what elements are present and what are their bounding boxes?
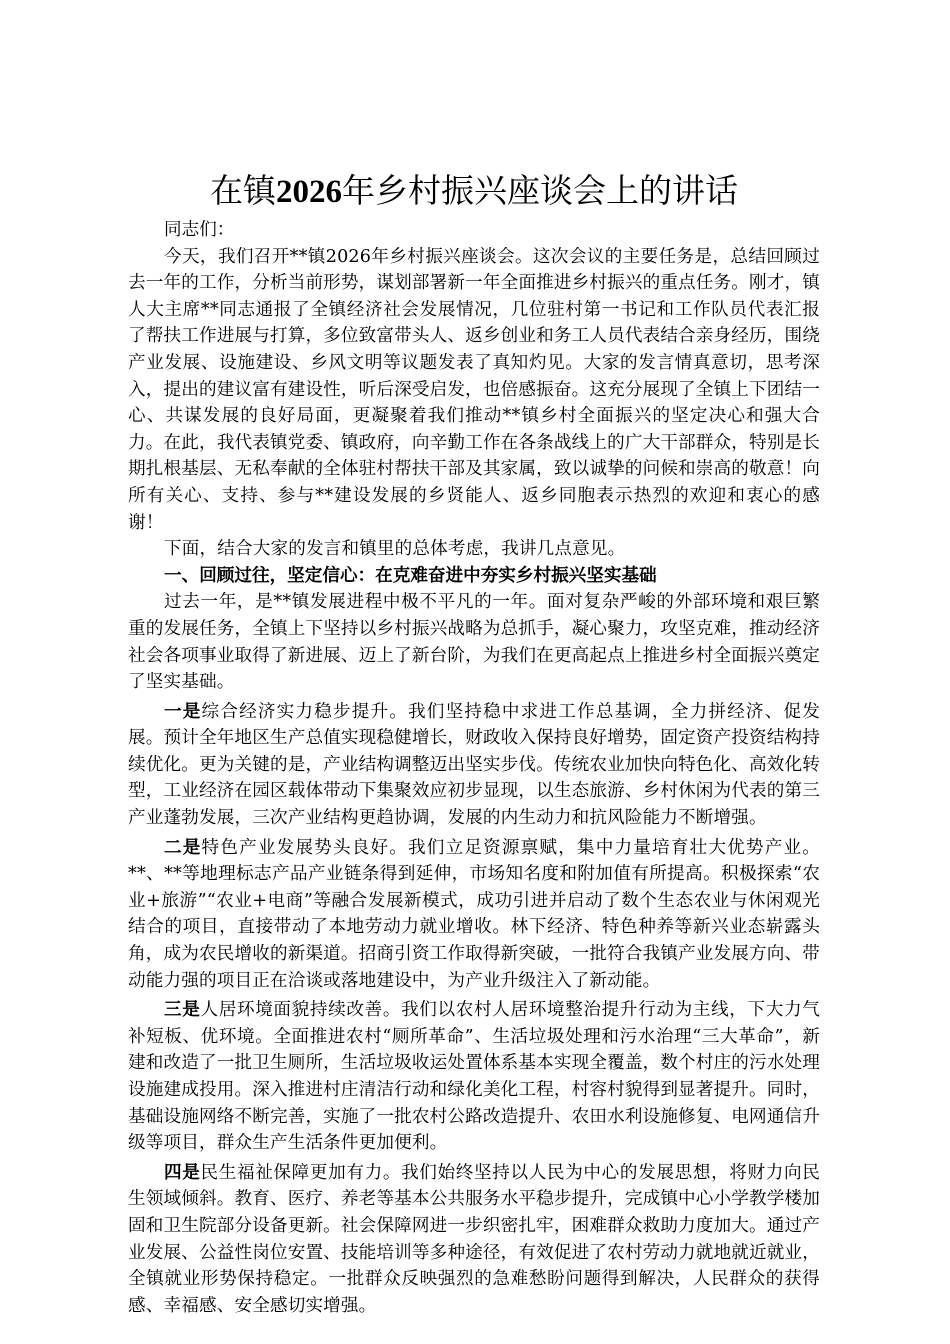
- document-title: [128, 170, 820, 213]
- item-text: 民生福祉保障更加有力。我们始终坚持以人民为中心的发展思想，将财力向民生领域倾斜。教育、医疗、养老等基本公共服务水平稳步提升，完成镇中心小学教学楼加固和卫生院部分设备更新。社会保障网进一步织密扎牢，困难群众救助力度加大。通过产业发展、公益性岗位安置、技能培训等多种途径，有效促进了农村劳动力就地就近就业，全镇就业形势保持稳定。一批群众反映强烈的急难愁盼问题得到解决，人民群众的获得感、幸福感、安全感切实增强。: [128, 1162, 821, 1316]
- item-lead: 三是: [164, 999, 201, 1021]
- item-text: 人居环境面貌持续改善。我们以农村人居环境整治提升行动为主线，下大力气补短板、优环境。全面推进农村“厕所革命”、生活垃圾处理和污水治理“三大革命”，新建和改造了一批卫生厕所，生活垃圾收运处置体系基本实现全覆盖，数个村庄的污水处理设施建成投用。深入推进村庄清洁行动和绿化美化工程，村容村貌得到显著提升。同时，基础设施网络不断完善，实施了一批农村公路改造提升、农田水利设施修复、电网通信升级等项目，群众生产生活条件更加便利。: [128, 1000, 821, 1154]
- item-lead: 二是: [164, 836, 202, 858]
- item-text: 特色产业发展势头良好。我们立足资源禀赋，集中力量培育壮大优势产业。**、**等地理标志产品产业链条得到延伸，市场知名度和附加值有所提高。积极探索“农业+旅游”“农业+电商”等融合发展新模式，成功引进并启动了数个生态农业与休闲观光结合的项目，直接带动了本地劳动力就业增收。林下经济、特色种养等新兴业态崭露头角，成为农民增收的新渠道。招商引资工作取得新突破，一批符合我镇产业发展方向、带动能力强的项目正在洽谈或落地建设中，为产业升级注入了新动能。: [128, 837, 821, 991]
- list-item: [128, 997, 820, 1157]
- document-page: [128, 170, 820, 1319]
- title-prefix: 在镇: [210, 171, 276, 210]
- list-item: [128, 699, 820, 832]
- item-lead: 四是: [164, 1161, 201, 1183]
- list-item: [128, 1160, 820, 1320]
- greeting: 同志们：: [164, 220, 235, 240]
- section-heading: 一、回顾过往，坚定信心：在克难奋进中夯实乡村振兴坚实基础: [164, 564, 657, 586]
- title-year: 2026: [276, 174, 342, 210]
- transition-paragraph: 下面，结合大家的发言和镇里的总体考虑，我讲几点意见。: [164, 539, 626, 560]
- item-text: 综合经济实力稳步提升。我们坚持稳中求进工作总基调，全力拼经济、促发展。预计全年地区生产总值实现稳健增长，财政收入保持良好增势，固定资产投资结构持续优化。更为关键的是，产业结构调整迈出坚实步伐。传统农业加快向特色化、高效化转型，工业经济在园区载体带动下集聚效应初步显现，以生态旅游、乡村休闲为代表的第三产业蓬勃发展，三次产业结构更趋协调，发展的内生动力和抗风险能力不断增强。: [128, 701, 821, 829]
- title-suffix: 年乡村振兴座谈会上的讲话: [342, 171, 738, 210]
- section-intro-paragraph: 过去一年，是**镇发展进程中极不平凡的一年。面对复杂严峻的外部环境和艰巨繁重的发展任务，全镇上下坚持以乡村振兴战略为总抓手，凝心聚力，攻坚克难，推动经济社会各项事业取得了新进展、迈上了新台阶，为我们在更高起点上推进乡村全面振兴奠定了坚实基础。: [128, 592, 821, 693]
- list-item: [128, 835, 820, 995]
- intro-paragraph: 今天，我们召开**镇2026年乡村振兴座谈会。这次会议的主要任务是，总结回顾过去一年的工作，分析当前形势，谋划部署新一年全面推进乡村振兴的重点任务。刚才，镇人大主席**同志通报了全镇经济社会发展情况，几位驻村第一书记和工作队员代表汇报了帮扶工作进展与打算，多位致富带头人、返乡创业和务工人员代表结合亲身经历，围绕产业发展、设施建设、乡风文明等议题发表了真知灼见。大家的发言情真意切，思考深入，提出的建议富有建设性，听后深受启发，也倍感振奋。这充分展现了全镇上下团结一心、共谋发展的良好局面，更凝聚着我们推动**镇乡村全面振兴的坚定决心和强大合力。在此，我代表镇党委、镇政府，向辛勤工作在各条战线上的广大干部群众，特别是长期扎根基层、无私奉献的全体驻村帮扶干部及其家属，致以诚挚的问候和崇高的敬意！向所有关心、支持、参与**建设发展的乡贤能人、返乡同胞表示热烈的欢迎和衷心的感谢！: [128, 246, 821, 533]
- item-lead: 一是: [164, 700, 202, 722]
